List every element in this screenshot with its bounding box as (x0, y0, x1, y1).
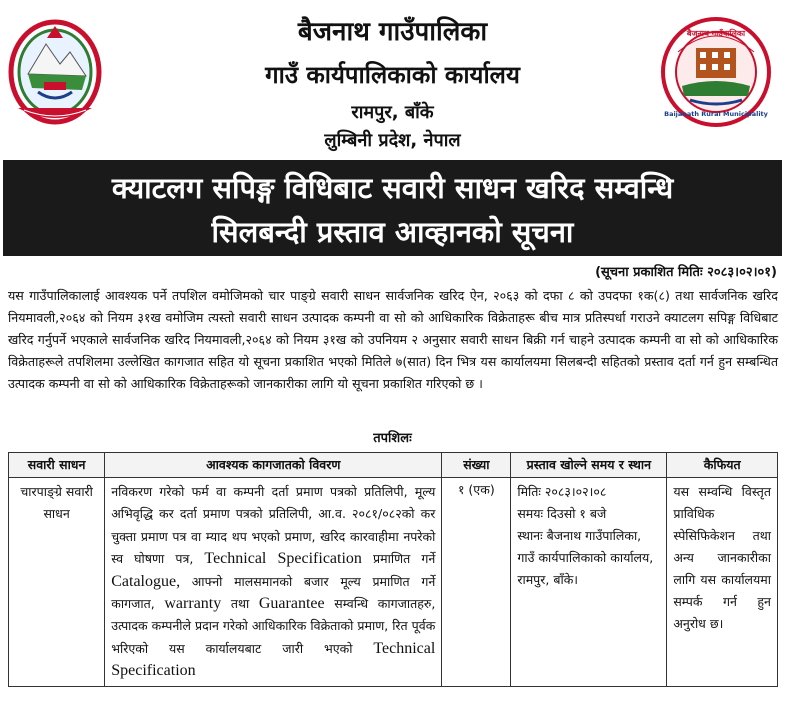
opening-cell (511, 478, 667, 687)
table-row (9, 478, 778, 687)
details-heading: तपशिलः (373, 431, 412, 446)
vehicle-cell: चारपाङ्ग्रे सवारी साधन (9, 478, 105, 687)
table-header-row (9, 453, 778, 478)
col-vehicle: सवारी साधन (9, 453, 105, 478)
col-documents: आवश्यक कागजातको विवरण (105, 453, 442, 478)
col-count: संख्या (442, 453, 511, 478)
opening-date: मितिः २०८३।०२।०८ (517, 484, 607, 499)
publication-date: (सूचना प्रकाशित मितिः २०८३।०२।०१) (595, 265, 777, 280)
opening-time: समयः दिउसो १ बजे (517, 506, 607, 521)
office-name: गाउँ कार्यपालिकाको कार्यालय (265, 61, 520, 89)
logo-text-np: बैजनाथ गाउँपालिका (686, 29, 746, 38)
col-opening: प्रस्ताव खोल्ने समय र स्थान (511, 453, 667, 478)
logo-text: Baijanath Rural Municipality (664, 110, 768, 118)
letterhead (0, 0, 785, 160)
municipality-logo-icon (660, 16, 772, 128)
notice-title-line2: सिलबन्दी प्रस्ताव आव्हानको सूचना (211, 215, 574, 249)
notice-body: यस गाउँपालिकालाई आवश्यक पर्ने तपशिल वमोजिमको चार पाङ्ग्रे सवारी साधन सार्वजनिक खरिद ऐन, २०६३ को दफा ८ को उपदफा १क(८) तथा सार्वजनिक खरिद नियमावली,२०६४ को नियम ३१ख वमोजिम त्यस्तो सवारी साधन उत्पादक कम्पनी वा सो को आधिकारिक विक्रेताहरू बीच मात्र प्रतिस्पर्धा गराउने क्याटलग सपिङ्ग विधिबाट खरिद गर्नुपर्ने भएकाले सार्वजनिक खरिद नियमावली,२०६४ को नियम ३१ख को उपनियम २ अनुसार सवारी साधन बिक्री गर्न चाहने उत्पादक कम्पनी वा सो को आधिकारिक विक्रेताहरूले तपशिलमा उल्लेखित कागजात सहित यो सूचना प्रकाशित भएको मितिले ७(सात) दिन भित्र यस कार्यालयमा सिलबन्दी सहितको प्रस्ताव दर्ता गर्न हुन सम्बन्धित उत्पादक कम्पनी वा सो को आधिकारिक विक्रेताहरूको जानकारीका लागि यो सूचना प्रकाशित गरिएको छ । (8, 288, 778, 391)
documents-cell: नविकरण गरेको फर्म वा कम्पनी दर्ता प्रमाण पत्रको प्रतिलिपी, मूल्य अभिवृद्धि कर दर्ता प्रमाण पत्रको प्रतिलिपी, आ.व. २०८१/०८२को कर चुक्ता प्रमाण पत्र वा म्याद थप भएको प्रमाण, खरिद कारवाहीमा नपरेको स्व घोषणा पत्र, Technical Specification प्रमाणित गर्ने Catalogue, आफ्नो मालसमानको बजार मूल्य प्रमाणित गर्ने कागजात, warranty तथा Guarantee सम्वन्धि कागजातहरु, उत्पादक कम्पनीले प्रदान गरेको आधिकारिक विक्रेताको प्रमाण, रित पूर्वक भरिएको यस कार्यालयबाट जारी भएको Technical Specification (105, 478, 442, 687)
province-country: लुम्बिनी प्रदेश, नेपाल (324, 130, 461, 151)
municipality-name: बैजनाथ गाउँपालिका (297, 17, 488, 47)
col-remarks: कैफियत (667, 453, 778, 478)
details-table (8, 452, 778, 687)
notice-title-line1: क्याटलग सपिङ्ग विधिबाट सवारी साधन खरिद सम्वन्धि (111, 171, 674, 205)
opening-place: स्थानः बैजनाथ गाउँपालिका, गाउँ कार्यपालिकाको कार्यालय, रामपुर, बाँके। (517, 528, 654, 587)
count-cell: १ (एक) (442, 478, 511, 687)
office-address: रामपुर, बाँके (351, 102, 434, 123)
remarks-cell: यस सम्वन्धि विस्तृत प्राविधिक स्पेसिफिकेशन तथा अन्य जानकारीका लागि यस कार्यालयमा सम्पर्क गर्न हुन अनुरोध छ। (667, 478, 778, 687)
notice-title-banner (3, 160, 782, 256)
